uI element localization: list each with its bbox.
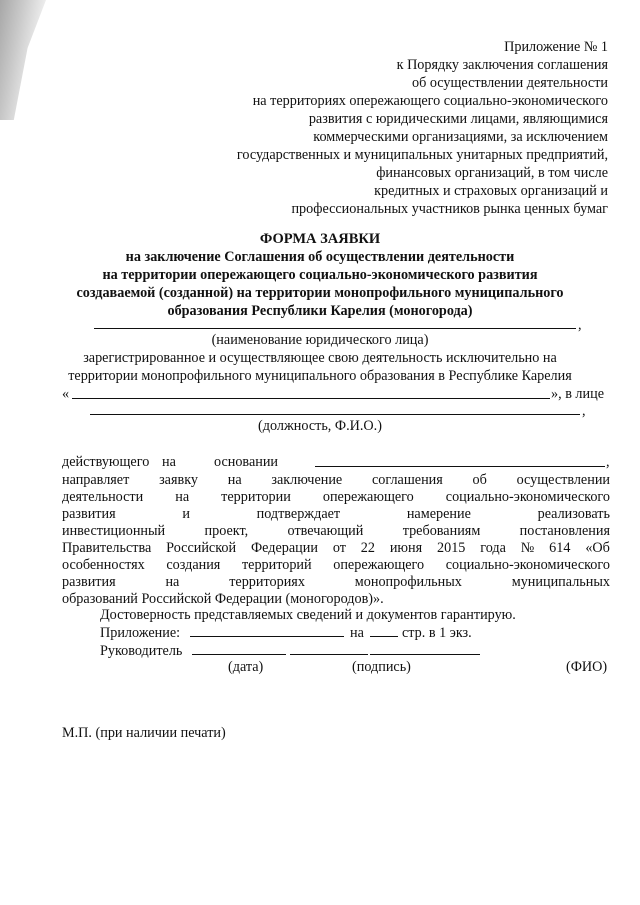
form-title: ФОРМА ЗАЯВКИ: [259, 231, 381, 247]
body-word: 22: [360, 540, 375, 556]
municipality-field[interactable]: [72, 398, 550, 399]
body-line: [62, 505, 610, 523]
body-word: опережающего: [322, 489, 414, 505]
subtitle-line: на заключение Соглашения об осуществлении деятельности: [125, 249, 515, 265]
body-word: реализовать: [537, 506, 610, 522]
body-word: развития: [62, 574, 116, 590]
body-word: от: [332, 540, 346, 556]
body-word: соглашения: [371, 472, 443, 488]
body-word: территориях: [229, 574, 305, 590]
body-word: особенностях: [62, 557, 145, 573]
body-line: [62, 539, 610, 557]
body-word: опережающего: [333, 557, 425, 573]
date-field[interactable]: [192, 654, 286, 655]
body-word: отвечающий: [287, 523, 364, 539]
subtitle-line: на территории опережающего социально-экономического развития: [102, 267, 538, 283]
body-word: инвестиционный: [62, 523, 166, 539]
fio-caption: (ФИО): [566, 659, 608, 675]
body-word: социально-экономического: [445, 489, 610, 505]
signature-caption: (подпись): [352, 659, 411, 675]
header-line: об осуществлении деятельности: [411, 75, 608, 91]
body-line: [62, 471, 610, 489]
header-line: Приложение № 1: [504, 39, 608, 55]
attachment-field[interactable]: [190, 636, 344, 637]
body-word: 614: [549, 540, 571, 556]
registered-text: зарегистрированное и осуществляющее свою деятельность исключительно на: [83, 350, 557, 366]
head-label: Руководитель: [100, 643, 183, 659]
body-line: [62, 488, 610, 506]
header-line: к Порядку заключения соглашения: [396, 57, 608, 73]
body-word: создания: [166, 557, 221, 573]
attachment-pages: стр. в 1 экз.: [402, 625, 472, 641]
stamp-note: М.П. (при наличии печати): [62, 725, 226, 741]
header-line: коммерческими организациями, за исключением: [313, 129, 608, 145]
header-line: профессиональных участников рынка ценных бумаг: [291, 201, 608, 217]
body-word: заключение: [271, 472, 343, 488]
body-word: постановления: [519, 523, 610, 539]
comma: ,: [606, 454, 610, 470]
comma: ,: [578, 317, 582, 333]
body-word: Правительства: [62, 540, 152, 556]
body-word: требованиям: [402, 523, 481, 539]
body-word: на: [175, 489, 190, 505]
entity-caption: (наименование юридического лица): [211, 332, 429, 348]
header-line: государственных и муниципальных унитарных предприятий,: [236, 147, 608, 163]
body-word: осуществлении: [516, 472, 610, 488]
body-word: Федерации: [250, 540, 318, 556]
body-word: намерение: [406, 506, 471, 522]
body-word: муниципальных: [511, 574, 610, 590]
header-line: кредитных и страховых организаций и: [374, 183, 608, 199]
position-caption: (должность, Ф.И.О.): [258, 418, 382, 434]
entity-name-field[interactable]: [94, 328, 576, 329]
body-word: на: [227, 472, 242, 488]
pages-count-field[interactable]: [370, 636, 398, 637]
header-line: развития с юридическими лицами, являющимися: [308, 111, 608, 127]
body-line-last: образований Российской Федерации (моногородов)».: [62, 591, 384, 607]
attachment-label: Приложение:: [100, 625, 181, 641]
body-word: направляет: [62, 472, 130, 488]
body-word: №: [520, 540, 535, 556]
body-word: 2015: [437, 540, 466, 556]
fio-field[interactable]: [370, 654, 480, 655]
body-word: года: [480, 540, 506, 556]
date-caption: (дата): [228, 659, 264, 675]
signature-field[interactable]: [290, 654, 368, 655]
body-word: на: [165, 574, 180, 590]
body-word: Российской: [166, 540, 237, 556]
open-quote: «: [62, 386, 70, 402]
body-word: июня: [389, 540, 423, 556]
body-word: деятельности: [62, 489, 144, 505]
acting-word: действующего: [62, 454, 150, 470]
basis-field[interactable]: [315, 466, 605, 467]
acting-word: на: [162, 454, 176, 470]
body-word: заявку: [159, 472, 198, 488]
guarantee-text: Достоверность представляемых сведений и документов гарантирую.: [100, 607, 516, 623]
body-word: проект,: [204, 523, 249, 539]
header-line: на территориях опережающего социально-экономического: [252, 93, 608, 109]
in-person-text: », в лице: [551, 386, 604, 402]
body-line: [62, 573, 610, 591]
body-word: территорий: [241, 557, 312, 573]
body-word: развития: [62, 506, 116, 522]
body-line: [62, 522, 610, 540]
subtitle-line: создаваемой (созданной) на территории монопрофильного муниципального: [76, 285, 564, 301]
body-word: «Об: [585, 540, 610, 556]
body-line: [62, 556, 610, 574]
body-word: социально-экономического: [445, 557, 610, 573]
body-word: и: [182, 506, 190, 522]
acting-word: основании: [214, 454, 279, 470]
position-field[interactable]: [90, 414, 580, 415]
comma: ,: [582, 403, 586, 419]
scan-edge-shadow: [0, 0, 46, 120]
body-word: территории: [221, 489, 291, 505]
registered-text: территории монопрофильного муниципального образования в Республике Карелия: [68, 368, 572, 384]
body-word: монопрофильных: [354, 574, 462, 590]
body-word: об: [472, 472, 487, 488]
subtitle-line: образования Республики Карелия (моногорода): [167, 303, 473, 319]
header-line: финансовых организаций, в том числе: [376, 165, 608, 181]
attachment-on: на: [350, 625, 364, 641]
body-word: подтверждает: [256, 506, 341, 522]
